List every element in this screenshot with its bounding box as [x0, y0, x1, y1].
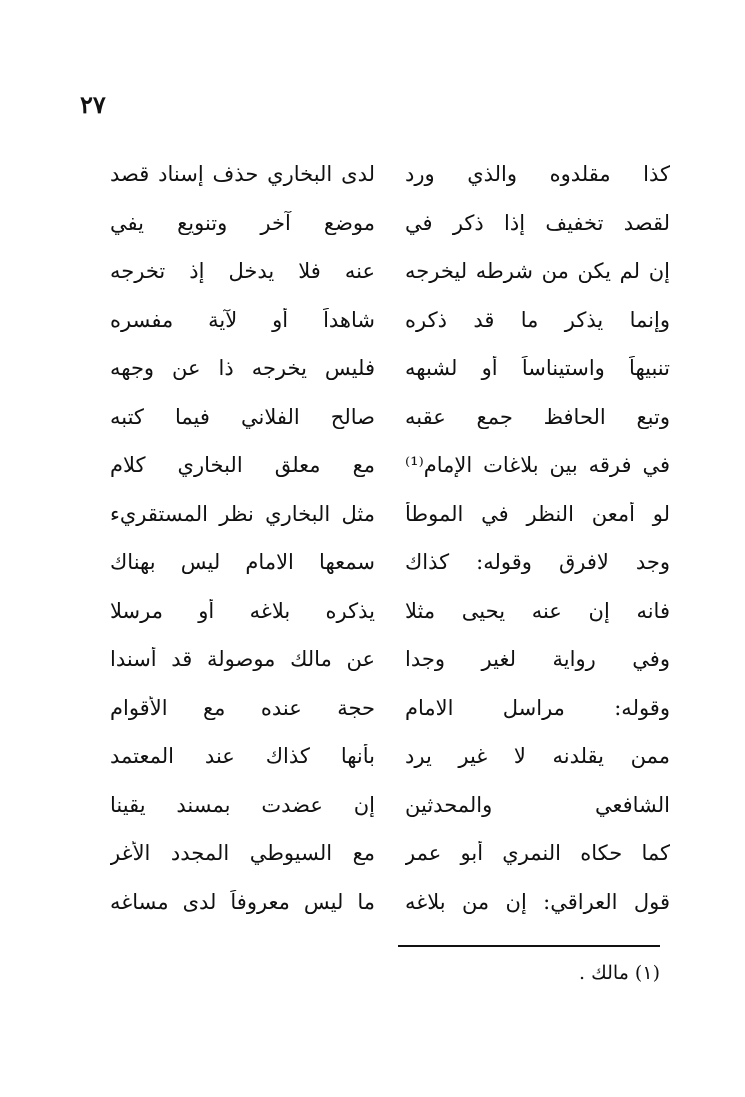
verse-row: [110, 538, 670, 587]
second-hemistich: موضع آخر وتنويع يفي: [110, 210, 375, 235]
second-hemistich: عن مالك موصولة قد أسندا: [110, 647, 375, 672]
verse-row: [110, 684, 670, 733]
second-hemistich: مع السيوطي المجدد الأغر: [110, 841, 375, 866]
verse-row: [110, 732, 670, 781]
footnote-divider: [398, 945, 660, 947]
first-hemistich: فانه إن عنه يحيى مثلا: [405, 598, 670, 623]
first-hemistich: وقوله: مراسل الامام: [405, 695, 670, 720]
second-hemistich: مع معلق البخاري كلام: [110, 453, 375, 478]
first-hemistich: في فرقه بين بلاغات الإمام⁽¹⁾: [405, 453, 670, 478]
first-hemistich: وفي رواية لغير وجدا: [405, 647, 670, 672]
second-hemistich: إن عضدت بمسند يقينا: [110, 792, 375, 817]
first-hemistich: تنبيهاً واستيناساً أو لشبهه: [405, 356, 670, 381]
first-hemistich: كذا مقلدوه والذي ورد: [405, 162, 670, 187]
verse-row: [110, 635, 670, 684]
second-hemistich: حجة عنده مع الأقوام: [110, 695, 375, 720]
second-hemistich: بأنها كذاك عند المعتمد: [110, 744, 375, 769]
page-number: ٢٧: [80, 90, 106, 119]
verse-row: [110, 199, 670, 248]
first-hemistich: لو أمعن النظر في الموطأ: [405, 501, 670, 526]
verse-row: [110, 587, 670, 636]
first-hemistich: لقصد تخفيف إذا ذكر في: [405, 210, 670, 235]
verse-row: [110, 781, 670, 830]
second-hemistich: شاهداً أو لآية مفسره: [110, 307, 375, 332]
verse-row: [110, 878, 670, 927]
second-hemistich: لدى البخاري حذف إسناد قصد: [110, 162, 375, 187]
second-hemistich: ما ليس معروفاً لدى مساغه: [110, 889, 375, 914]
poem-body: [110, 150, 670, 926]
first-hemistich: ممن يقلدنه لا غير يرد: [405, 744, 670, 769]
verse-row: [110, 296, 670, 345]
first-hemistich: كما حكاه النمري أبو عمر: [405, 841, 670, 866]
verse-row: [110, 441, 670, 490]
footnote: (١) مالك .: [579, 962, 660, 984]
verse-row: [110, 829, 670, 878]
first-hemistich: إن لم يكن من شرطه ليخرجه: [405, 259, 670, 284]
second-hemistich: صالح الفلاني فيما كتبه: [110, 404, 375, 429]
first-hemistich: وتبع الحافظ جمع عقبه: [405, 404, 670, 429]
first-hemistich: قول العراقي: إن من بلاغه: [405, 889, 670, 914]
first-hemistich: وإنما يذكر ما قد ذكره: [405, 307, 670, 332]
second-hemistich: سمعها الامام ليس بهناك: [110, 550, 375, 575]
verse-row: [110, 150, 670, 199]
first-hemistich: الشافعي والمحدثين: [405, 792, 670, 817]
verse-row: [110, 344, 670, 393]
second-hemistich: مثل البخاري نظر المستقريء: [110, 501, 375, 526]
second-hemistich: عنه فلا يدخل إذ تخرجه: [110, 259, 375, 284]
second-hemistich: فليس يخرجه ذا عن وجهه: [110, 356, 375, 381]
verse-row: [110, 393, 670, 442]
verse-row: [110, 490, 670, 539]
verse-row: [110, 247, 670, 296]
first-hemistich: وجد لافرق وقوله: كذاك: [405, 550, 670, 575]
second-hemistich: يذكره بلاغه أو مرسلا: [110, 598, 375, 623]
